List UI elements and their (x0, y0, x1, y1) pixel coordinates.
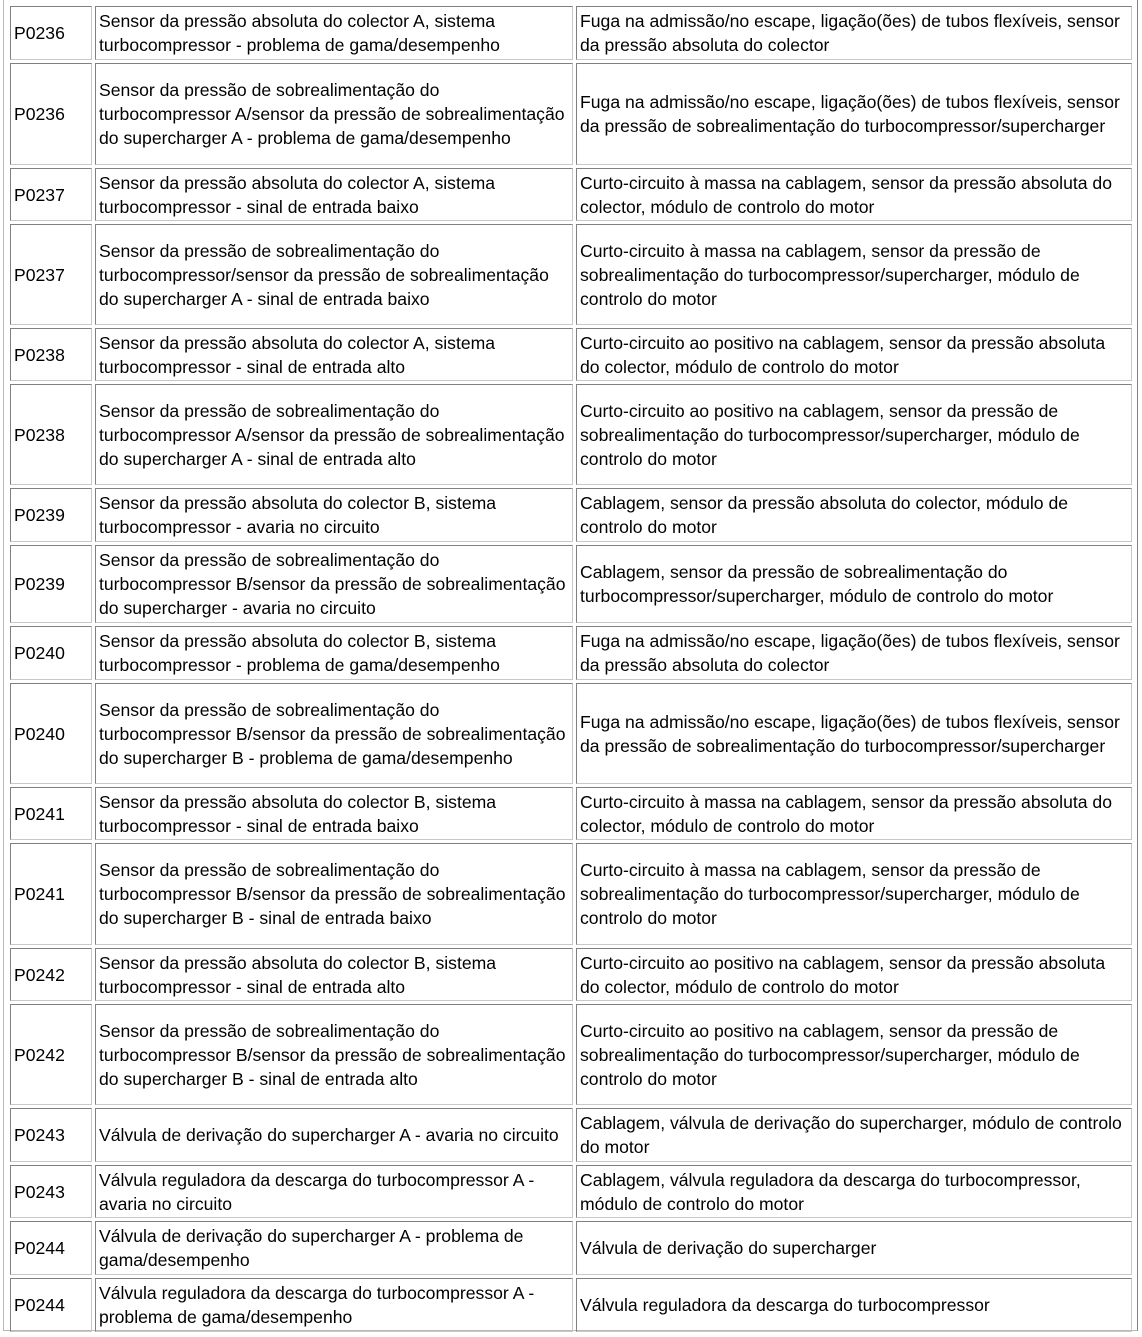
table-row (10, 63, 1132, 165)
dtc-description: Válvula de derivação do supercharger A - problema de gama/desempenho (95, 1221, 573, 1275)
dtc-causes: Cablagem, sensor da pressão de sobrealimentação do turbocompressor/supercharger, módulo de controlo do motor (576, 545, 1132, 623)
table-row (10, 384, 1132, 485)
dtc-code: P0242 (10, 1004, 92, 1105)
dtc-code: P0237 (10, 224, 92, 325)
table-row (10, 6, 1132, 60)
dtc-description: Sensor da pressão absoluta do colector A, sistema turbocompressor - sinal de entrada baixo (95, 168, 573, 221)
dtc-causes: Cablagem, sensor da pressão absoluta do colector, módulo de controlo do motor (576, 488, 1132, 542)
dtc-description: Sensor da pressão absoluta do colector A, sistema turbocompressor - sinal de entrada alto (95, 328, 573, 381)
dtc-code: P0240 (10, 626, 92, 680)
table-row (10, 224, 1132, 325)
dtc-code: P0241 (10, 843, 92, 945)
table-row (10, 626, 1132, 680)
dtc-description: Válvula reguladora da descarga do turbocompressor A - problema de gama/desempenho (95, 1278, 573, 1332)
table-row (10, 683, 1132, 784)
dtc-code: P0243 (10, 1165, 92, 1218)
dtc-code: P0240 (10, 683, 92, 784)
dtc-causes: Válvula reguladora da descarga do turbocompressor (576, 1278, 1132, 1332)
dtc-causes: Fuga na admissão/no escape, ligação(ões) de tubos flexíveis, sensor da pressão de sobrealimentação do turbocompressor/supercharger (576, 683, 1132, 784)
dtc-code: P0237 (10, 168, 92, 221)
table-row (10, 1165, 1132, 1218)
table-row (10, 1004, 1132, 1105)
table-row (10, 787, 1132, 840)
dtc-code: P0241 (10, 787, 92, 840)
dtc-code: P0239 (10, 545, 92, 623)
dtc-code: P0239 (10, 488, 92, 542)
dtc-code: P0238 (10, 328, 92, 381)
table-row (10, 843, 1132, 945)
dtc-causes: Curto-circuito à massa na cablagem, sensor da pressão absoluta do colector, módulo de controlo do motor (576, 787, 1132, 840)
table-row (10, 948, 1132, 1001)
dtc-description: Válvula de derivação do supercharger A - avaria no circuito (95, 1108, 573, 1162)
dtc-description: Sensor da pressão absoluta do colector B, sistema turbocompressor - sinal de entrada baixo (95, 787, 573, 840)
dtc-description: Sensor da pressão de sobrealimentação do turbocompressor A/sensor da pressão de sobrealimentação do supercharger A - sinal de entrada alto (95, 384, 573, 485)
dtc-description: Sensor da pressão absoluta do colector A, sistema turbocompressor - problema de gama/desempenho (95, 6, 573, 60)
dtc-description: Sensor da pressão de sobrealimentação do turbocompressor B/sensor da pressão de sobrealimentação do supercharger B - problema de gama/desempenho (95, 683, 573, 784)
dtc-causes: Cablagem, válvula reguladora da descarga do turbocompressor, módulo de controlo do motor (576, 1165, 1132, 1218)
dtc-causes: Fuga na admissão/no escape, ligação(ões) de tubos flexíveis, sensor da pressão de sobrealimentação do turbocompressor/supercharger (576, 63, 1132, 165)
dtc-description: Sensor da pressão absoluta do colector B, sistema turbocompressor - avaria no circuito (95, 488, 573, 542)
dtc-code: P0244 (10, 1278, 92, 1332)
dtc-causes: Curto-circuito ao positivo na cablagem, sensor da pressão de sobrealimentação do turbocompressor/supercharger, módulo de controlo do motor (576, 384, 1132, 485)
table-row (10, 328, 1132, 381)
dtc-code: P0242 (10, 948, 92, 1001)
dtc-causes: Curto-circuito à massa na cablagem, sensor da pressão de sobrealimentação do turbocompressor/supercharger, módulo de controlo do motor (576, 224, 1132, 325)
dtc-description: Sensor da pressão de sobrealimentação do turbocompressor B/sensor da pressão de sobrealimentação do supercharger B - sinal de entrada alto (95, 1004, 573, 1105)
dtc-causes: Curto-circuito ao positivo na cablagem, sensor da pressão absoluta do colector, módulo de controlo do motor (576, 328, 1132, 381)
dtc-description: Sensor da pressão absoluta do colector B, sistema turbocompressor - sinal de entrada alto (95, 948, 573, 1001)
dtc-code: P0236 (10, 6, 92, 60)
dtc-table-body (10, 6, 1132, 1332)
dtc-description: Sensor da pressão de sobrealimentação do turbocompressor B/sensor da pressão de sobrealimentação do supercharger B - sinal de entrada baixo (95, 843, 573, 945)
dtc-code: P0244 (10, 1221, 92, 1275)
table-row (10, 168, 1132, 221)
dtc-description: Sensor da pressão absoluta do colector B, sistema turbocompressor - problema de gama/desempenho (95, 626, 573, 680)
dtc-table (7, 3, 1135, 1335)
dtc-causes: Curto-circuito à massa na cablagem, sensor da pressão absoluta do colector, módulo de controlo do motor (576, 168, 1132, 221)
dtc-causes: Válvula de derivação do supercharger (576, 1221, 1132, 1275)
dtc-description: Sensor da pressão de sobrealimentação do turbocompressor/sensor da pressão de sobrealimentação do supercharger A - sinal de entrada baixo (95, 224, 573, 325)
dtc-causes: Curto-circuito à massa na cablagem, sensor da pressão de sobrealimentação do turbocompressor/supercharger, módulo de controlo do motor (576, 843, 1132, 945)
table-row (10, 1278, 1132, 1332)
dtc-code: P0238 (10, 384, 92, 485)
dtc-causes: Fuga na admissão/no escape, ligação(ões) de tubos flexíveis, sensor da pressão absoluta do colector (576, 6, 1132, 60)
dtc-causes: Cablagem, válvula de derivação do supercharger, módulo de controlo do motor (576, 1108, 1132, 1162)
dtc-causes: Curto-circuito ao positivo na cablagem, sensor da pressão de sobrealimentação do turbocompressor/supercharger, módulo de controlo do motor (576, 1004, 1132, 1105)
dtc-causes: Fuga na admissão/no escape, ligação(ões) de tubos flexíveis, sensor da pressão absoluta do colector (576, 626, 1132, 680)
table-row (10, 488, 1132, 542)
dtc-causes: Curto-circuito ao positivo na cablagem, sensor da pressão absoluta do colector, módulo de controlo do motor (576, 948, 1132, 1001)
table-row (10, 1221, 1132, 1275)
dtc-description: Sensor da pressão de sobrealimentação do turbocompressor B/sensor da pressão de sobrealimentação do supercharger - avaria no circuito (95, 545, 573, 623)
table-row (10, 545, 1132, 623)
table-row (10, 1108, 1132, 1162)
dtc-code: P0236 (10, 63, 92, 165)
dtc-code: P0243 (10, 1108, 92, 1162)
dtc-description: Válvula reguladora da descarga do turbocompressor A - avaria no circuito (95, 1165, 573, 1218)
dtc-description: Sensor da pressão de sobrealimentação do turbocompressor A/sensor da pressão de sobrealimentação do supercharger A - problema de gama/desempenho (95, 63, 573, 165)
